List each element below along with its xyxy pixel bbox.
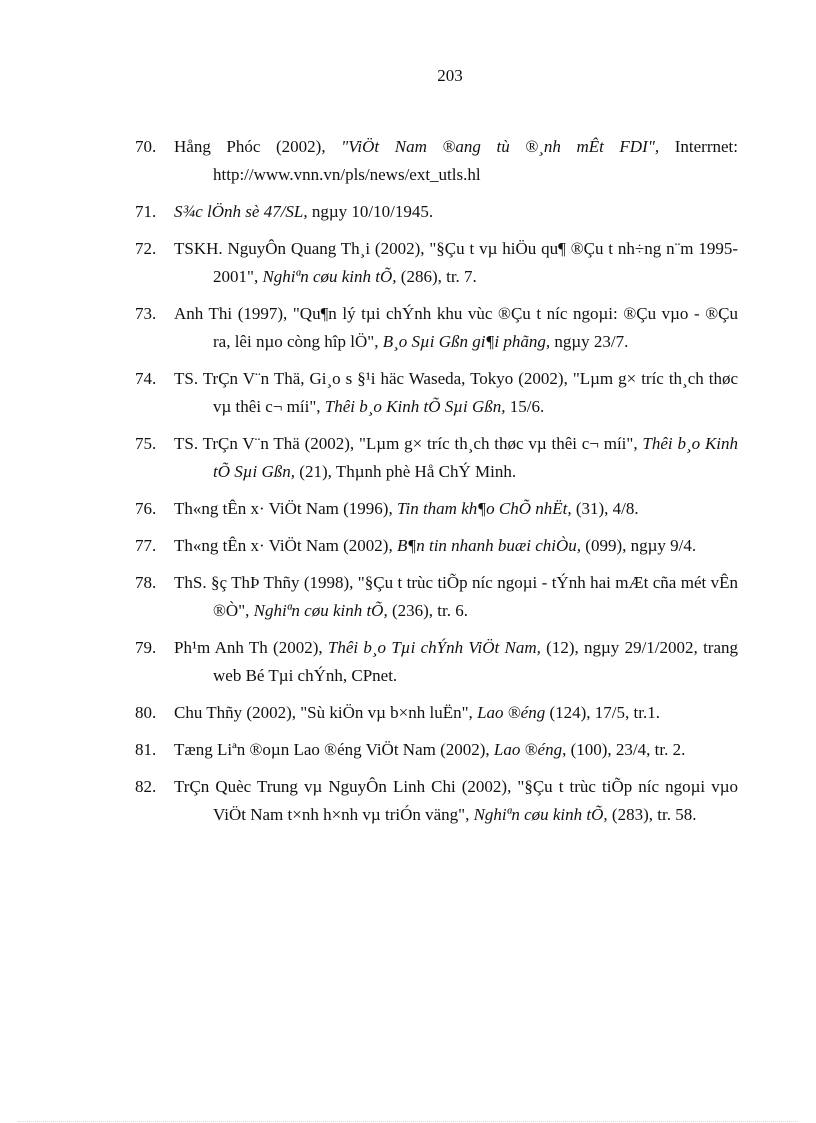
reference-text: Tæng Liªn ®oµn Lao ®éng ViÖt Nam (2002), Lao ®éng, (100), 23/4, tr. 2.: [174, 740, 686, 759]
reference-item: [0, 569, 816, 625]
reference-item: [0, 430, 816, 486]
reference-item: [0, 300, 816, 356]
reference-number: 78.: [135, 573, 157, 592]
reference-number: 80.: [135, 703, 157, 722]
reference-text: TS. TrÇn V¨n Thä (2002), "Lµm g× tríc th¸ch thøc vµ thêi c¬ míi", Thêi b¸o Kinh tÕ Sµi Gßn, (21), Thµnh phè Hå ChÝ Minh.: [174, 434, 739, 481]
reference-number: 81.: [135, 740, 157, 759]
reference-item: [0, 198, 816, 226]
reference-item: [0, 365, 816, 421]
reference-number: 70.: [135, 137, 157, 156]
reference-item: [0, 773, 816, 829]
reference-number: 73.: [135, 304, 157, 323]
reference-number: 72.: [135, 239, 157, 258]
reference-number: 82.: [135, 777, 157, 796]
reference-text: TrÇn Quèc Trung vµ NguyÔn Linh Chi (2002), "§Çu t trùc tiÕp níc ngoµi vµo ViÖt Nam t×nh h×nh vµ triÓn väng", Nghiªn cøu kinh tÕ, (283), tr. 58.: [174, 777, 738, 824]
reference-number: 71.: [135, 202, 157, 221]
reference-text: Th«ng tÊn x· ViÖt Nam (1996), Tin tham kh¶o ChÕ nhËt, (31), 4/8.: [174, 499, 639, 518]
reference-text: Chu Thñy (2002), "Sù kiÖn vµ b×nh luËn", Lao ®éng (124), 17/5, tr.1.: [174, 703, 660, 722]
page-number: 203: [437, 66, 463, 85]
reference-number: 79.: [135, 638, 157, 657]
page-bottom-divider: [18, 1121, 798, 1122]
reference-text: Hång Phóc (2002), "ViÖt Nam ®ang tù ®¸nh mÊt FDI", Interrnet: http://www.vnn.vn/pls/news/ext_utls.hl: [174, 137, 738, 184]
reference-text: TSKH. NguyÔn Quang Th¸i (2002), "§Çu t vµ hiÖu qu¶ ®Çu t nh÷ng n¨m 1995-2001", Nghiªn cøu kinh tÕ, (286), tr. 7.: [174, 239, 738, 286]
reference-number: 77.: [135, 536, 157, 555]
reference-number: 74.: [135, 369, 157, 388]
reference-text: TS. TrÇn V¨n Thä, Gi¸o s §¹i häc Waseda, Tokyo (2002), "Lµm g× tríc th¸ch thøc vµ thêi c¬ míi", Thêi b¸o Kinh tÕ Sµi Gßn, 15/6.: [174, 369, 738, 416]
reference-item: [0, 495, 816, 523]
reference-item: [0, 634, 816, 690]
reference-item: [0, 133, 816, 189]
reference-item: [0, 699, 816, 727]
reference-item: [0, 532, 816, 560]
reference-text: ThS. §ç ThÞ Thñy (1998), "§Çu t trùc tiÕp níc ngoµi - tÝnh hai mÆt cña mét vÊn ®Ò", Nghiªn cøu kinh tÕ, (236), tr. 6.: [174, 573, 738, 620]
reference-item: [0, 235, 816, 291]
reference-item: [0, 736, 816, 764]
reference-text: S¾c lÖnh sè 47/SL, ngµy 10/10/1945.: [174, 202, 434, 221]
reference-text: Anh Thi (1997), "Qu¶n lý tµi chÝnh khu vùc ®Çu t níc ngoµi: ®Çu vµo - ®Çu ra, lêi nµo còng hîp lÖ", B¸o Sµi Gßn gi¶i phãng, ngµy 23/7.: [174, 304, 738, 351]
reference-number: 76.: [135, 499, 157, 518]
reference-list: [0, 133, 816, 838]
reference-text: Th«ng tÊn x· ViÖt Nam (2002), B¶n tin nhanh buæi chiÒu, (099), ngµy 9/4.: [174, 536, 697, 555]
reference-number: 75.: [135, 434, 157, 453]
reference-text: Ph¹m Anh Th (2002), Thêi b¸o Tµi chÝnh ViÖt Nam, (12), ngµy 29/1/2002, trang web Bé Tµi chÝnh, CPnet.: [174, 638, 738, 685]
